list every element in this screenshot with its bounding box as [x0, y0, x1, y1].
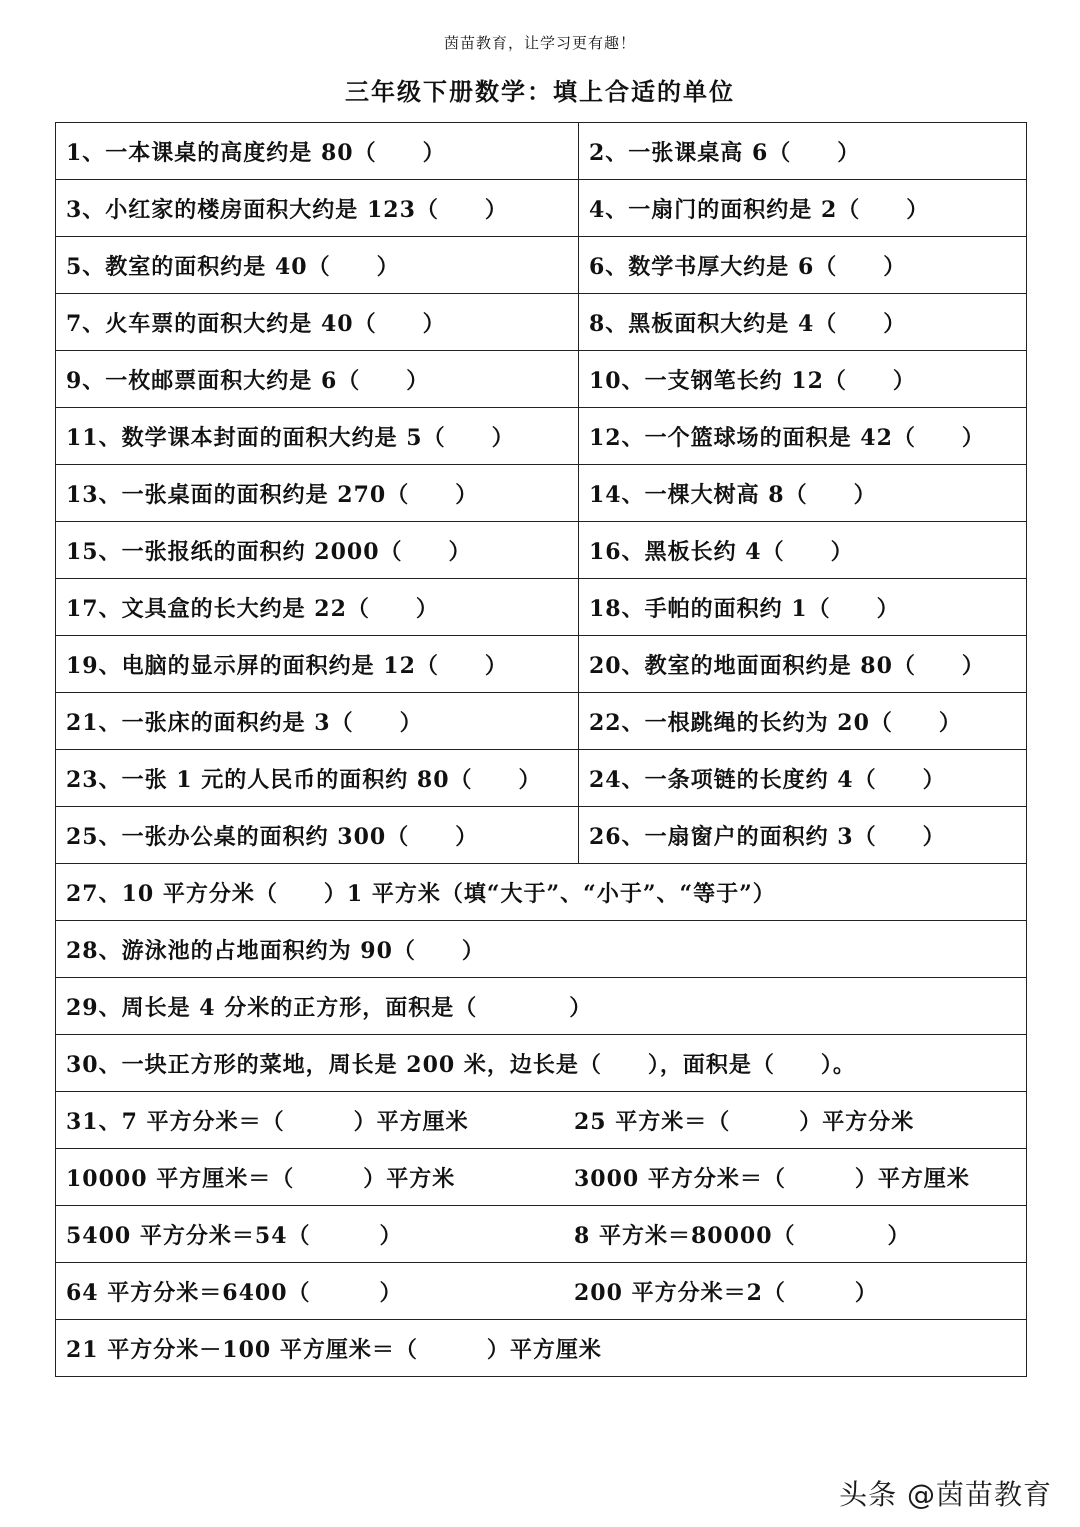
question-row	[56, 465, 1026, 522]
question-row	[56, 750, 1026, 807]
conversion-cell: 3000 平方分米＝（ ）平方厘米	[574, 1165, 970, 1192]
question-cell: 28、游泳池的占地面积约为 90（ ）	[66, 937, 485, 964]
page-title: 三年级下册数学：填上合适的单位	[345, 77, 735, 106]
question-cell: 17、文具盒的长大约是 22（ ）	[56, 579, 579, 635]
question-cell: 23、一张 1 元的人民币的面积约 80（ ）	[56, 750, 579, 806]
question-cell: 19、电脑的显示屏的面积约是 12（ ）	[56, 636, 579, 692]
question-cell: 13、一张桌面的面积约是 270（ ）	[56, 465, 579, 521]
question-cell: 11、数学课本封面的面积大约是 5（ ）	[56, 408, 579, 464]
conversion-cell: 5400 平方分米＝54（ ）	[66, 1222, 403, 1249]
question-cell: 30、一块正方形的菜地，周长是 200 米，边长是（ ），面积是（ ）。	[66, 1051, 856, 1078]
conversion-cell: 10000 平方厘米＝（ ）平方米	[66, 1165, 456, 1192]
question-cell: 26、一扇窗户的面积约 3（ ）	[589, 823, 946, 850]
question-cell: 10、一支钢笔长约 12（ ）	[589, 367, 916, 394]
question-row	[56, 522, 1026, 579]
question-row	[56, 294, 1026, 351]
conversion-cell: 21 平方分米－100 平方厘米＝（ ）平方厘米	[66, 1336, 602, 1363]
question-cell: 18、手帕的面积约 1（ ）	[589, 595, 900, 622]
question-cell: 25、一张办公桌的面积约 300（ ）	[56, 807, 579, 863]
conversion-row	[56, 1263, 1026, 1320]
question-row	[56, 693, 1026, 750]
conversion-cell: 200 平方分米＝2（ ）	[574, 1279, 878, 1306]
conversion-cell: 31、7 平方分米＝（ ）平方厘米	[66, 1108, 469, 1135]
question-row	[56, 864, 1026, 921]
question-cell: 7、火车票的面积大约是 40（ ）	[56, 294, 579, 350]
conversion-cell: 64 平方分米＝6400（ ）	[66, 1279, 403, 1306]
worksheet-table	[55, 122, 1027, 1377]
conversion-row	[56, 1206, 1026, 1263]
question-row	[56, 636, 1026, 693]
question-row	[56, 180, 1026, 237]
question-cell: 5、教室的面积约是 40（ ）	[56, 237, 579, 293]
watermark: 头条 @茵苗教育	[839, 1478, 1052, 1511]
question-cell: 3、小红家的楼房面积大约是 123（ ）	[56, 180, 579, 236]
question-cell: 21、一张床的面积约是 3（ ）	[56, 693, 579, 749]
question-row	[56, 123, 1026, 180]
question-row	[56, 237, 1026, 294]
conversion-row	[56, 1149, 1026, 1206]
question-cell: 8、黑板面积大约是 4（ ）	[589, 310, 907, 337]
question-cell: 16、黑板长约 4（ ）	[589, 538, 854, 565]
question-row	[56, 921, 1026, 978]
question-cell: 4、一扇门的面积约是 2（ ）	[589, 196, 930, 223]
question-cell: 9、一枚邮票面积大约是 6（ ）	[56, 351, 579, 407]
conversion-cell: 25 平方米＝（ ）平方分米	[574, 1108, 915, 1135]
question-cell: 14、一棵大树高 8（ ）	[589, 481, 877, 508]
question-row	[56, 978, 1026, 1035]
conversion-row	[56, 1092, 1026, 1149]
question-cell: 29、周长是 4 分米的正方形，面积是（ ）	[66, 994, 593, 1021]
question-row	[56, 807, 1026, 864]
header-tagline: 茵苗教育，让学习更有趣！	[443, 34, 636, 52]
question-cell: 15、一张报纸的面积约 2000（ ）	[56, 522, 579, 578]
question-row	[56, 579, 1026, 636]
question-cell: 24、一条项链的长度约 4（ ）	[589, 766, 946, 793]
question-row	[56, 1035, 1026, 1092]
conversion-cell: 8 平方米＝80000（ ）	[574, 1222, 911, 1249]
question-row	[56, 408, 1026, 465]
question-cell: 2、一张课桌高 6（ ）	[589, 139, 861, 166]
question-cell: 12、一个篮球场的面积是 42（ ）	[589, 424, 985, 451]
conversion-row	[56, 1320, 1026, 1377]
question-cell: 20、教室的地面面积约是 80（ ）	[589, 652, 985, 679]
question-cell: 27、10 平方分米（ ）1 平方米（填“大于”、“小于”、“等于”）	[66, 880, 776, 907]
question-cell: 1、一本课桌的高度约是 80（ ）	[56, 123, 579, 179]
question-row	[56, 351, 1026, 408]
question-cell: 6、数学书厚大约是 6（ ）	[589, 253, 907, 280]
question-cell: 22、一根跳绳的长约为 20（ ）	[589, 709, 962, 736]
